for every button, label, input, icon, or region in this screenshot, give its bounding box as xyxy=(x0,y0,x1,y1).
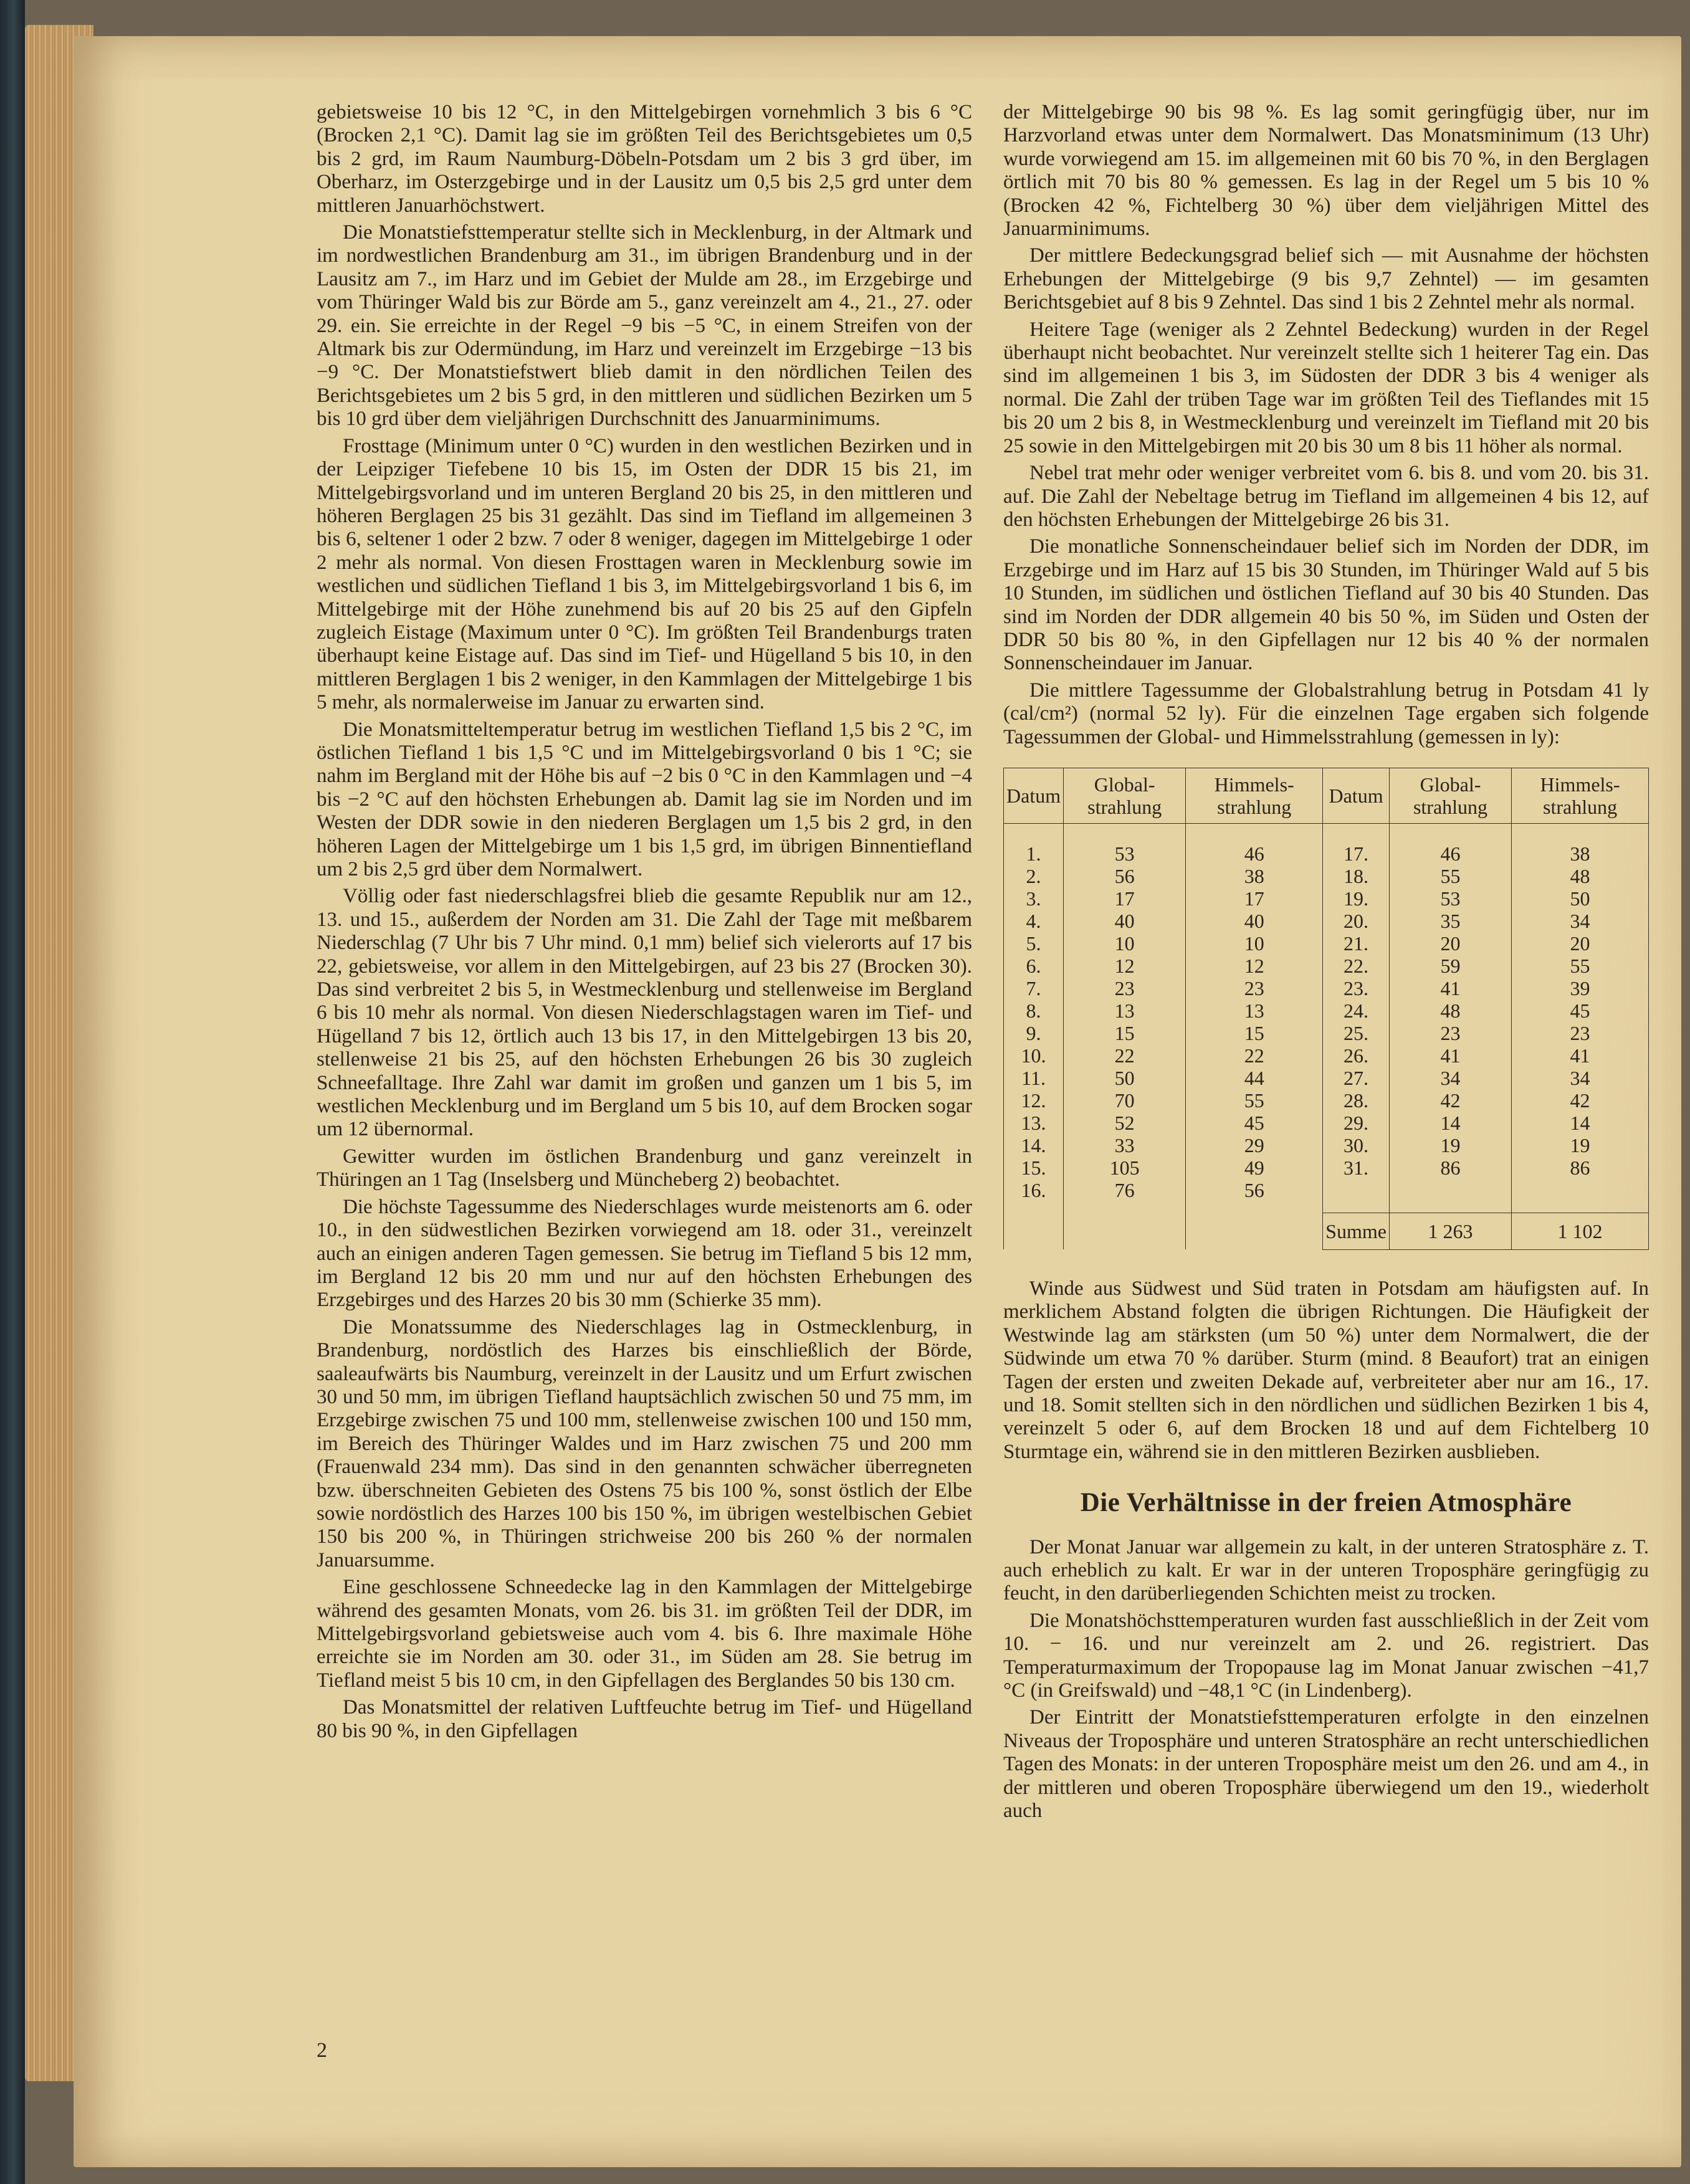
table-cell: 23 xyxy=(1389,1022,1511,1044)
table-cell: 34 xyxy=(1389,1067,1511,1089)
paragraph: Gewitter wurden im östlichen Brandenburg und ganz vereinzelt in Thüringen an 1 Tag (Inselsberg und Müncheberg 2) beobachtet. xyxy=(317,1145,972,1191)
paragraph: Das Monatsmittel der relativen Luftfeuchte betrug im Tief- und Hügelland 80 bis 90 %, in den Gipfellagen xyxy=(317,1696,972,1742)
table-cell: 23 xyxy=(1512,1022,1649,1044)
paragraph: Frosttage (Minimum unter 0 °C) wurden in den westlichen Bezirken und in der Leipziger Tiefebene 10 bis 15, im Osten der DDR 15 bis 21, im Mittelgebirgsvorland und im unteren Bergland 20 bis 25, in den mittleren und höheren Berglagen 25 bis 31 gezählt. Das sind im Tiefland im allgemeinen 3 bis 6, seltener 1 oder 2 bzw. 7 oder 8 weniger, dagegen im Mittelgebirge 1 oder 2 mehr als normal. Von diesen Frosttagen waren in Mecklenburg sowie im westlichen und südlichen Tiefland 1 bis 3, im Mittelgebirgsvorland 1 bis 6, im Mittelgebirge mit der Höhe zunehmend bis auf 20 bis 25 auf den Gipfeln zugleich Eistage (Maximum unter 0 °C). Im größten Teil Brandenburgs traten überhaupt keine Eistage auf. Das sind im Tief- und Hügelland 5 bis 10, in den mittleren Berglagen 1 bis 2 weniger, in den Kammlagen der Mittelgebirge 1 bis 5 mehr, als normalerweise im Januar zu erwarten sind. xyxy=(317,434,972,714)
table-cell: 49 xyxy=(1186,1156,1323,1179)
paragraph: Die monatliche Sonnenscheindauer belief sich im Norden der DDR, im Erzgebirge und im Harz auf 15 bis 30 Stunden, im Thüringer Wald auf 5 bis 10 Stunden, im südlichen und östlichen Tiefland auf 30 bis 40 Stunden. Das sind im Norden der DDR allgemein 40 bis 50 %, im Süden und Osten der DDR 50 bis 80 %, in den Gipfellagen nur 12 bis 40 % der normalen Sonnenscheindauer im Januar. xyxy=(1003,535,1649,675)
table-cell: 46 xyxy=(1389,823,1511,865)
table-cell: 15 xyxy=(1064,1022,1186,1044)
table-cell: 41 xyxy=(1512,1044,1649,1067)
table-cell: 38 xyxy=(1512,823,1649,865)
table-cell: 53 xyxy=(1064,823,1186,865)
table-cell xyxy=(1323,1179,1390,1213)
table-cell: 6. xyxy=(1004,955,1064,977)
table-cell: 3. xyxy=(1004,887,1064,910)
table-cell: 52 xyxy=(1064,1112,1186,1134)
table-cell: 1. xyxy=(1004,823,1064,865)
table-cell: 35 xyxy=(1389,910,1511,932)
table-cell: 56 xyxy=(1064,865,1186,887)
table-sum-row xyxy=(1004,1213,1649,1249)
table-cell: 45 xyxy=(1186,1112,1323,1134)
table-header-cell: Datum xyxy=(1323,768,1390,823)
table-cell xyxy=(1389,1179,1511,1213)
right-column xyxy=(1003,101,1649,1827)
paragraph: der Mittelgebirge 90 bis 98 %. Es lag somit geringfügig über, nur im Harzvorland etwas unter dem Normalwert. Das Monatsminimum (13 Uhr) wurde vorwiegend am 15. im allgemeinen mit 60 bis 70 %, in den Berglagen örtlich mit 70 bis 80 % gemessen. Es lag in der Regel um 5 bis 10 % (Brocken 42 %, Fichtelberg 30 %) über dem vieljährigen Mittel des Januarminimums. xyxy=(1003,101,1649,241)
table-cell: 9. xyxy=(1004,1022,1064,1044)
table-row xyxy=(1004,1156,1649,1179)
table-cell: 14 xyxy=(1512,1112,1649,1134)
table-header-cell: Global-strahlung xyxy=(1389,768,1511,823)
table-cell: 2. xyxy=(1004,865,1064,887)
table-cell: 12 xyxy=(1186,955,1323,977)
paragraph: Die Monatshöchsttemperaturen wurden fast ausschließlich in der Zeit vom 10. − 16. und nur vereinzelt am 2. und 26. registriert. Das Temperaturmaximum der Tropopause lag im Monat Januar zwischen −41,7 °C (in Greifswald) und −48,1 °C (in Lindenberg). xyxy=(1003,1609,1649,1702)
paragraph: Die mittlere Tagessumme der Globalstrahlung betrug in Potsdam 41 ly (cal/cm²) (normal 52 ly). Für die einzelnen Tage ergaben sich folgende Tagessummen der Global- und Himmelsstrahlung (gemessen in ly): xyxy=(1003,679,1649,748)
table-cell: 23. xyxy=(1323,977,1390,999)
table-cell: 22. xyxy=(1323,955,1390,977)
paragraph: Die höchste Tagessumme des Niederschlages wurde meistenorts am 6. oder 10., in den südwestlichen Bezirken vorwiegend am 18. oder 31., vereinzelt auch an einigen anderen Tagen gemessen. Sie betrug im Tiefland 5 bis 12 mm, im Bergland 12 bis 20 mm und nur auf den höchsten Erhebungen des Erzgebirges und des Harzes 20 bis 30 mm (Schierke 35 mm). xyxy=(317,1195,972,1312)
table-cell: 15. xyxy=(1004,1156,1064,1179)
table-cell: 53 xyxy=(1389,887,1511,910)
table-cell xyxy=(1512,1179,1649,1213)
table-cell: 5. xyxy=(1004,932,1064,955)
table-cell: 33 xyxy=(1064,1134,1186,1156)
table-cell: 10. xyxy=(1004,1044,1064,1067)
table-body xyxy=(1004,823,1649,1249)
table-cell: 13 xyxy=(1186,999,1323,1022)
table-cell: 16. xyxy=(1004,1179,1064,1213)
table-header-cell: Himmels-strahlung xyxy=(1186,768,1323,823)
table-cell: 7. xyxy=(1004,977,1064,999)
table-cell: 50 xyxy=(1064,1067,1186,1089)
table-cell: 8. xyxy=(1004,999,1064,1022)
table-row xyxy=(1004,977,1649,999)
table-cell: 45 xyxy=(1512,999,1649,1022)
table-cell: 29. xyxy=(1323,1112,1390,1134)
table-cell: 21. xyxy=(1323,932,1390,955)
table-cell: 20 xyxy=(1389,932,1511,955)
table-cell: 22 xyxy=(1186,1044,1323,1067)
table-cell: 13 xyxy=(1064,999,1186,1022)
table-cell: 11. xyxy=(1004,1067,1064,1089)
table-cell: 24. xyxy=(1323,999,1390,1022)
table-cell: 26. xyxy=(1323,1044,1390,1067)
paragraph: gebietsweise 10 bis 12 °C, in den Mittelgebirgen vornehmlich 3 bis 6 °C (Brocken 2,1 °C). Damit lag sie im größten Teil des Berichtsgebietes um 0,5 bis 2 grd, im Raum Naumburg-Döbeln-Potsdam um 2 bis 3 grd über, im Oberharz, im Osterzgebirge und in der Lausitz um 0,5 bis 2,5 grd unter dem mittleren Januarhöchstwert. xyxy=(317,101,972,217)
paragraph: Der Monat Januar war allgemein zu kalt, in der unteren Stratosphäre z. T. auch erheblich zu kalt. Er war in der unteren Troposphäre geringfügig zu feucht, in den darüberliegenden Schichten meist zu trocken. xyxy=(1003,1535,1649,1605)
table-row xyxy=(1004,955,1649,977)
table-cell: 31. xyxy=(1323,1156,1390,1179)
table-cell: 34 xyxy=(1512,1067,1649,1089)
table-cell: 19 xyxy=(1512,1134,1649,1156)
table-cell: 55 xyxy=(1186,1089,1323,1112)
paragraph: Der mittlere Bedeckungsgrad belief sich — mit Ausnahme der höchsten Erhebungen der Mittelgebirge (9 bis 9,7 Zehntel) — im gesamten Berichtsgebiet auf 8 bis 9 Zehntel. Das sind 1 bis 2 Zehntel mehr als normal. xyxy=(1003,244,1649,314)
table-cell: 28. xyxy=(1323,1089,1390,1112)
table-empty-cell xyxy=(1064,1213,1186,1249)
table-cell: 4. xyxy=(1004,910,1064,932)
table-row xyxy=(1004,932,1649,955)
paragraph: Eine geschlossene Schneedecke lag in den Kammlagen der Mittelgebirge während des gesamten Monats, vom 26. bis 31. im größten Teil der DDR, im Mittelgebirgsvorland gebietsweise auch vom 4. bis 6. Ihre maximale Höhe erreichte sie im Norden am 30. oder 31., im Süden am 28. Sie betrug im Tiefland meist 5 bis 10 cm, in den Gipfellagen des Berglandes 50 bis 130 cm. xyxy=(317,1576,972,1692)
table-cell: 42 xyxy=(1389,1089,1511,1112)
table-row xyxy=(1004,1179,1649,1213)
table-cell: 70 xyxy=(1064,1089,1186,1112)
page-number: 2 xyxy=(317,2039,327,2062)
table-row xyxy=(1004,910,1649,932)
table-cell: 19 xyxy=(1389,1134,1511,1156)
table-cell: 17. xyxy=(1323,823,1390,865)
paragraph: Die Monatstiefsttemperatur stellte sich in Mecklenburg, in der Altmark und im nordwestlichen Brandenburg am 31., im übrigen Brandenburg und in der Lausitz am 7., im Harz und im Gebiet der Mulde am 28., im Erzgebirge und vom Thüringer Wald bis zur Börde am 5., ganz vereinzelt am 4., 21., 27. oder 29. ein. Sie erreichte in der Regel −9 bis −5 °C, in einem Streifen von der Altmark bis zur Odermündung, im Harz und vereinzelt im Erzgebirge −13 bis −9 °C. Der Monatstiefstwert blieb damit in den nördlichen Teilen des Berichtsgebietes um 2 bis 5 grd, in den mittleren und südlichen Bezirken um 5 bis 10 grd über dem vieljährigen Durchschnitt des Januarminimums. xyxy=(317,221,972,431)
table-row xyxy=(1004,823,1649,865)
table-cell: 19. xyxy=(1323,887,1390,910)
table-cell: 38 xyxy=(1186,865,1323,887)
table-row xyxy=(1004,1112,1649,1134)
table-cell: 10 xyxy=(1186,932,1323,955)
paragraph: Der Eintritt der Monatstiefsttemperaturen erfolgte in den einzelnen Niveaus der Troposphäre und unteren Stratosphäre an recht unterschiedlichen Tagen des Monats: in der unteren Troposphäre meist um den 26. und am 4., in der mittleren und oberen Troposphäre überwiegend um den 19., wiederholt auch xyxy=(1003,1706,1649,1823)
table-cell: 86 xyxy=(1389,1156,1511,1179)
table-cell: 34 xyxy=(1512,910,1649,932)
table-row xyxy=(1004,1067,1649,1089)
table-cell: 23 xyxy=(1186,977,1323,999)
table-cell: 30. xyxy=(1323,1134,1390,1156)
table-cell: 40 xyxy=(1064,910,1186,932)
table-cell: 29 xyxy=(1186,1134,1323,1156)
table-cell: 44 xyxy=(1186,1067,1323,1089)
table-cell: 55 xyxy=(1512,955,1649,977)
table-cell: 50 xyxy=(1512,887,1649,910)
table-cell: 23 xyxy=(1064,977,1186,999)
table-cell: 14 xyxy=(1389,1112,1511,1134)
table-cell: 48 xyxy=(1512,865,1649,887)
table-cell: 20. xyxy=(1323,910,1390,932)
paragraph: Winde aus Südwest und Süd traten in Potsdam am häufigsten auf. In merklichem Abstand folgten die übrigen Richtungen. Die Häufigkeit der Westwinde lag am stärksten (um 50 %) unter dem Normalwert, die der Südwinde um etwa 70 % darüber. Sturm (mind. 8 Beaufort) trat an einigen Tagen der ersten und zweiten Dekade auf, verbreiteter aber nur am 16., 17. und 18. Somit stellten sich in den nördlichen und südlichen Bezirken 1 bis 4, vereinzelt 5 oder 6, auf dem Brocken 18 und auf dem Fichtelberg 10 Sturmtage ein, während sie in den mittleren Bezirken ausblieben. xyxy=(1003,1277,1649,1463)
table-sum-cell: 1 263 xyxy=(1389,1213,1511,1249)
table-cell: 14. xyxy=(1004,1134,1064,1156)
table-cell: 18. xyxy=(1323,865,1390,887)
table-cell: 105 xyxy=(1064,1156,1186,1179)
table-cell: 41 xyxy=(1389,977,1511,999)
table-cell: 76 xyxy=(1064,1179,1186,1213)
book-binding xyxy=(0,0,25,2184)
table-header-row xyxy=(1004,768,1649,823)
table-row xyxy=(1004,887,1649,910)
table-row xyxy=(1004,865,1649,887)
table-cell: 17 xyxy=(1186,887,1323,910)
table-cell: 56 xyxy=(1186,1179,1323,1213)
table-cell: 46 xyxy=(1186,823,1323,865)
table-cell: 39 xyxy=(1512,977,1649,999)
table-cell: 42 xyxy=(1512,1089,1649,1112)
table-cell: 17 xyxy=(1064,887,1186,910)
table-cell: 41 xyxy=(1389,1044,1511,1067)
table-cell: 59 xyxy=(1389,955,1511,977)
table-cell: 25. xyxy=(1323,1022,1390,1044)
table-header-cell: Global-strahlung xyxy=(1064,768,1186,823)
table-row xyxy=(1004,999,1649,1022)
table-cell: 12 xyxy=(1064,955,1186,977)
table-cell: 10 xyxy=(1064,932,1186,955)
table-row xyxy=(1004,1022,1649,1044)
paragraph: Völlig oder fast niederschlagsfrei blieb die gesamte Republik nur am 12., 13. und 15., außerdem der Norden am 31. Die Zahl der Tage mit meßbarem Niederschlag (7 Uhr bis 7 Uhr mind. 0,1 mm) belief sich vielerorts auf 17 bis 22, gebietsweise, vor allem in den Mittelgebirgen, auf 23 bis 27 (Brocken 30). Das sind verbreitet 2 bis 5, in Westmecklenburg und stellenweise im Bergland 6 bis 10 mehr als normal. Von diesen Niederschlagstagen waren im Tief- und Hügelland 7 bis 12, örtlich auch 13 bis 17, in den Mittelgebirgen 13 bis 20, stellenweise 21 bis 25, auf den höchsten Erhebungen 26 bis 30 zugleich Schneefalltage. Ihre Zahl war damit im großen und ganzen um 1 bis 5, im westlichen Mecklenburg und im Bergland um 5 bis 10, auf dem Brocken sogar um 12 übernormal. xyxy=(317,885,972,1141)
table-row xyxy=(1004,1134,1649,1156)
table-cell: 55 xyxy=(1389,865,1511,887)
table-cell: 15 xyxy=(1186,1022,1323,1044)
table-header-cell: Datum xyxy=(1004,768,1064,823)
table-cell: 20 xyxy=(1512,932,1649,955)
table-cell: 48 xyxy=(1389,999,1511,1022)
table-empty-cell xyxy=(1004,1213,1064,1249)
paragraph: Die Monatssumme des Niederschlages lag in Ostmecklenburg, in Brandenburg, nordöstlich des Harzes bis einschließlich der Börde, saaleaufwärts bis Naumburg, vereinzelt in der Lausitz und um Erfurt zwischen 30 und 50 mm, im übrigen Tiefland hauptsächlich zwischen 50 und 75 mm, im Erzgebirge zwischen 75 und 100 mm, stellenweise zwischen 100 und 150 mm, im Bereich des Thüringer Waldes und im Harz zwischen 75 und 200 mm (Frauenwald 234 mm). Das sind in den genannten schwächer überregneten bzw. überschneiten Gebieten des Ostens 75 bis 100 %, sonst östlich der Elbe sowie nordöstlich des Harzes 100 bis 150 %, im übrigen westelbischen Gebiet 150 bis 200 %, in Thüringen strichweise 200 bis 260 % der normalen Januarsumme. xyxy=(317,1315,972,1571)
table-cell: 12. xyxy=(1004,1089,1064,1112)
table-cell: 13. xyxy=(1004,1112,1064,1134)
table-sum-cell: 1 102 xyxy=(1512,1213,1649,1249)
table-sum-cell: Summe xyxy=(1323,1213,1390,1249)
table-row xyxy=(1004,1089,1649,1112)
table-cell: 40 xyxy=(1186,910,1323,932)
table-row xyxy=(1004,1044,1649,1067)
table-cell: 22 xyxy=(1064,1044,1186,1067)
paragraph: Heitere Tage (weniger als 2 Zehntel Bedeckung) wurden in der Regel überhaupt nicht beobachtet. Nur vereinzelt stellte sich 1 heiterer Tag ein. Das sind im allgemeinen 1 bis 3, im Südosten der DDR 3 bis 4 weniger als normal. Die Zahl der trüben Tage war im größten Teil des Tieflandes mit 15 bis 20 um 2 bis 8, in Westmecklenburg und vereinzelt im Tiefland mit 20 bis 25 sowie in den Mittelgebirgen mit 20 bis 30 um 8 bis 11 höher als normal. xyxy=(1003,318,1649,457)
paragraph: Die Monatsmitteltemperatur betrug im westlichen Tiefland 1,5 bis 2 °C, im östlichen Tiefland 1 bis 1,5 °C und im Mittelgebirgsvorland 0 bis 1 °C; sie nahm im Bergland mit der Höhe bis auf −2 bis 0 °C in den Kammlagen und −4 bis −2 °C auf den höchsten Erhebungen ab. Damit lag sie im Norden und im Westen der DDR sowie in den niederen Berglagen um 1,5 bis 2 grd, in den höheren Lagen der Mittelgebirge um 1 bis 1,5 grd, im übrigen Binnentiefland um 2 bis 2,5 grd über dem Normalwert. xyxy=(317,718,972,880)
radiation-table xyxy=(1003,768,1649,1250)
table-cell: 27. xyxy=(1323,1067,1390,1089)
section-heading: Die Verhältnisse in der freien Atmosphäre xyxy=(1080,1488,1572,1518)
paragraph: Nebel trat mehr oder weniger verbreitet vom 6. bis 8. und vom 20. bis 31. auf. Die Zahl der Nebeltage betrug im Tiefland im allgemeinen 4 bis 12, auf den höchsten Erhebungen der Mittelgebirge 26 bis 31. xyxy=(1003,462,1649,531)
table-empty-cell xyxy=(1186,1213,1323,1249)
left-column xyxy=(317,101,972,1747)
table-header-cell: Himmels-strahlung xyxy=(1512,768,1649,823)
table-cell: 86 xyxy=(1512,1156,1649,1179)
